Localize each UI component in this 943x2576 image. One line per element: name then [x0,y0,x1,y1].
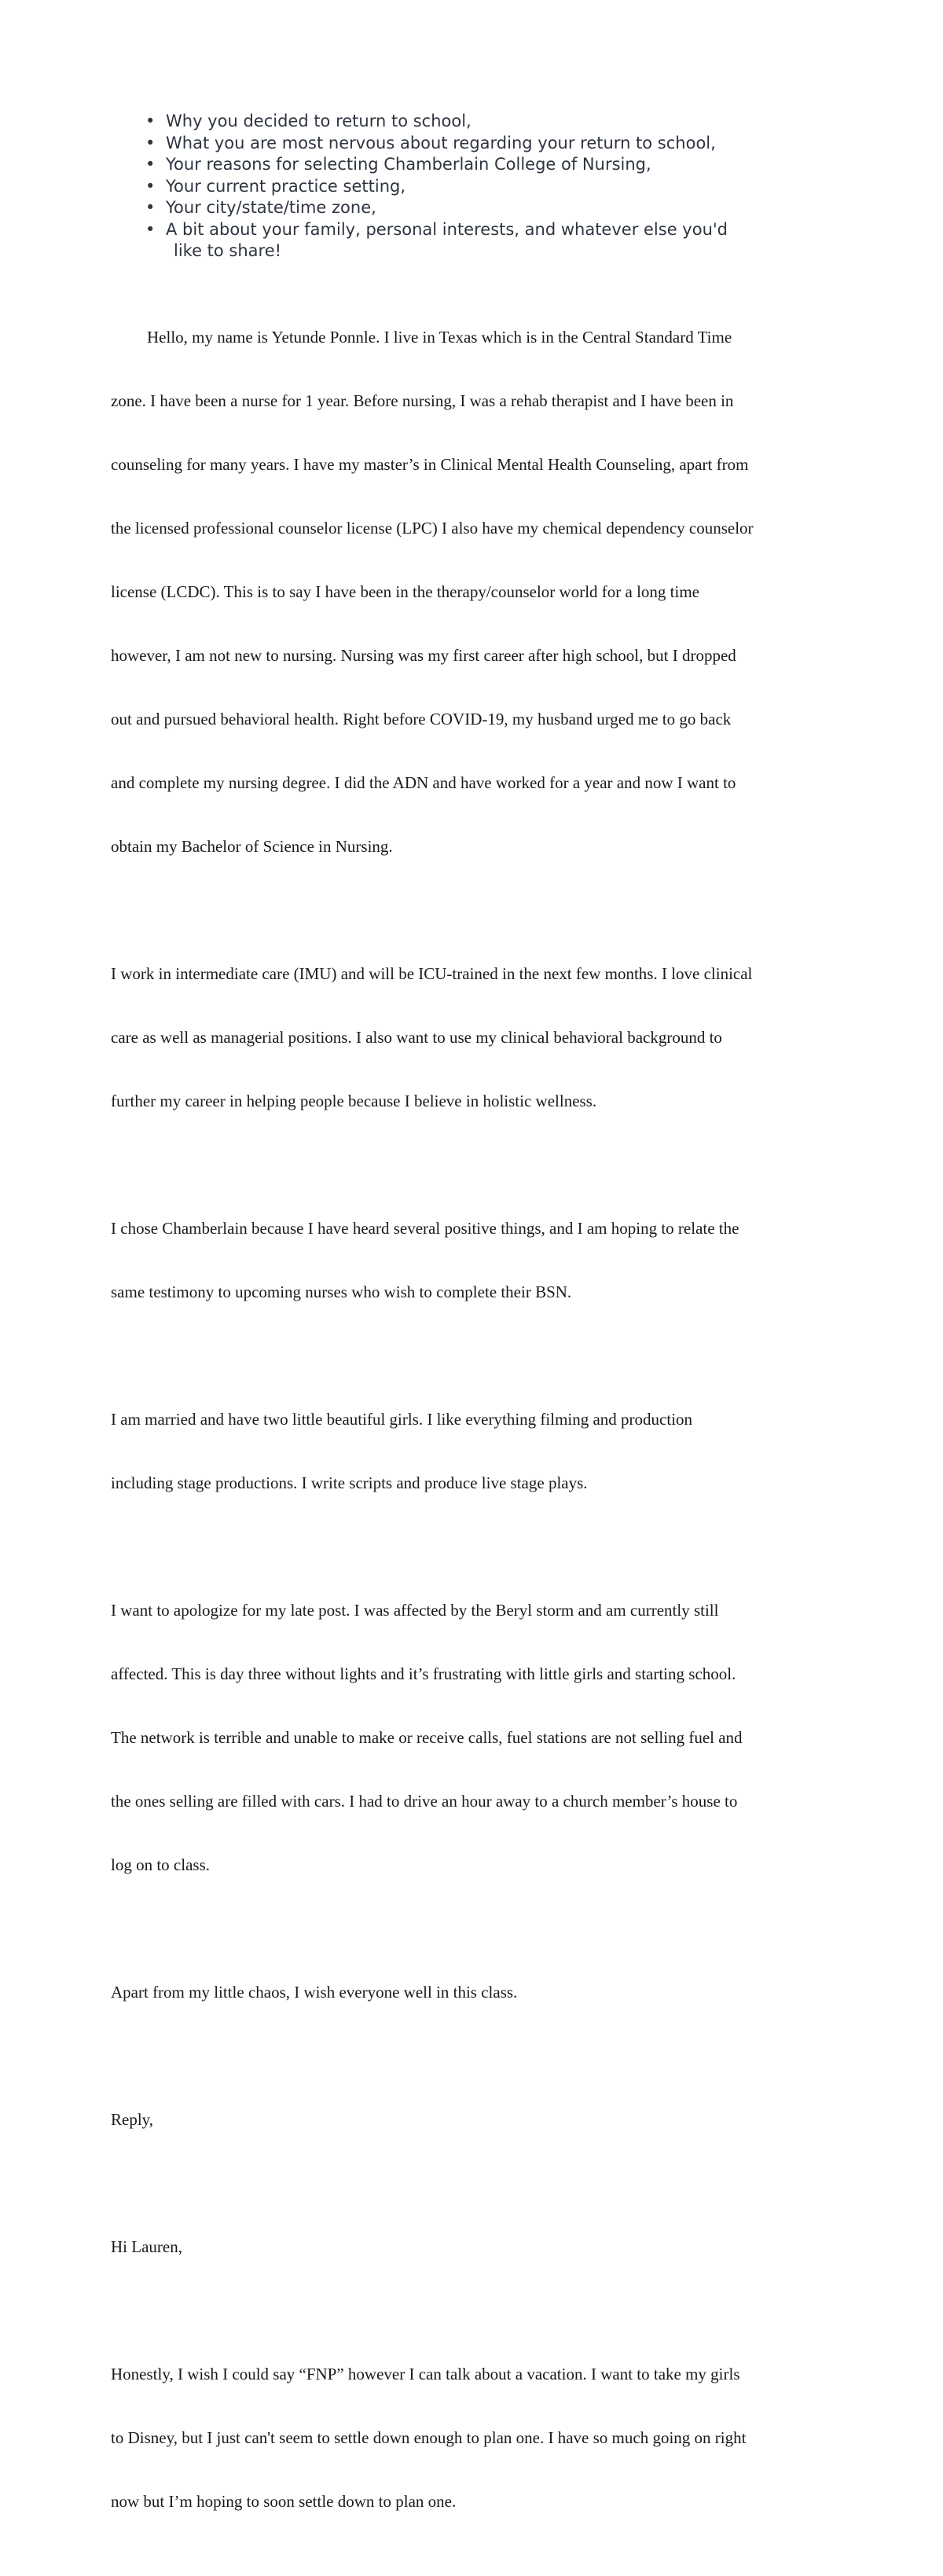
prompt-item [145,219,821,262]
text-line: the licensed professional counselor license (LPC) I also have my chemical dependency counselor [111,519,754,538]
prompt-text: What you are most nervous about regarding your return to school, [166,133,716,152]
text-line: I am married and have two little beautiful girls. I like everything filming and production [111,1410,693,1429]
prompt-list [145,111,821,262]
paragraph-practice-setting [111,921,838,1154]
text-line: now but I’m hoping to soon settle down to plan one. [111,2492,457,2511]
bullet-icon: • [145,133,156,152]
text-line: counseling for many years. I have my master’s in Clinical Mental Health Counseling, apart from [111,455,749,474]
text-line: I chose Chamberlain because I have heard several positive things, and I am hoping to relate the [111,1219,739,1238]
paragraph-greeting [111,2194,838,2300]
text-line: I want to apologize for my late post. I was affected by the Beryl storm and am currently still [111,1601,719,1620]
paragraph-school-choice [111,1176,838,1345]
bullet-icon: • [145,176,156,196]
text-line: however, I am not new to nursing. Nursing was my first career after high school, but I dropped [111,646,736,665]
text-line: zone. I have been a nurse for 1 year. Before nursing, I was a rehab therapist and I have been in [111,391,734,410]
text-line: Apart from my little chaos, I wish everyone well in this class. [111,1983,518,2002]
paragraph-family [111,1367,838,1536]
text-line: license (LCDC). This is to say I have been in the therapy/counselor world for a long time [111,582,700,601]
text-line: to Disney, but I just can't seem to settle down enough to plan one. I have so much going on right [111,2428,747,2447]
prompt-text-continuation: like to share! [174,241,282,260]
text-line: Reply, [111,2110,154,2129]
prompt-text: Your reasons for selecting Chamberlain College of Nursing, [166,155,651,174]
paragraph-closing [111,1939,838,2046]
paragraph-introduction [111,284,838,900]
bullet-icon: • [145,219,156,239]
text-line: care as well as managerial positions. I also want to use my clinical behavioral background to [111,1028,722,1047]
text-line: I work in intermediate care (IMU) and will be ICU-trained in the next few months. I love clinical [111,964,753,983]
post-body [111,284,838,2576]
text-line: out and pursued behavioral health. Right before COVID-19, my husband urged me to go back [111,710,732,728]
text-line: Hello, my name is Yetunde Ponnle. I live in Texas which is in the Central Standard Time [147,328,732,347]
prompt-item [145,133,821,155]
prompt-text: Why you decided to return to school, [166,112,472,130]
paragraph-reply-body [111,2321,838,2555]
text-line: log on to class. [111,1855,210,1874]
text-line: same testimony to upcoming nurses who wish to complete their BSN. [111,1282,572,1301]
prompt-text: Your city/state/time zone, [166,198,376,217]
text-line: The network is terrible and unable to make or receive calls, fuel stations are not selling fuel and [111,1728,743,1747]
text-line: the ones selling are filled with cars. I had to drive an hour away to a church member’s house to [111,1792,738,1811]
prompt-item [145,197,821,219]
text-line: including stage productions. I write scripts and produce live stage plays. [111,1473,588,1492]
prompt-text: A bit about your family, personal interests, and whatever else you'd [166,219,728,239]
text-line: further my career in helping people because I believe in holistic wellness. [111,1092,597,1110]
prompt-item [145,111,821,133]
paragraph-apology [111,1558,838,1918]
text-line: and complete my nursing degree. I did the ADN and have worked for a year and now I want to [111,773,736,792]
text-line: affected. This is day three without lights and it’s frustrating with little girls and starting school. [111,1664,736,1683]
prompt-item [145,154,821,176]
paragraph-reply-heading [111,2067,838,2173]
text-line: Honestly, I wish I could say “FNP” however I can talk about a vacation. I want to take my girls [111,2365,740,2383]
prompt-item [145,176,821,198]
text-line: obtain my Bachelor of Science in Nursing. [111,837,393,856]
bullet-icon: • [145,155,156,174]
bullet-icon: • [145,198,156,217]
text-line: Hi Lauren, [111,2237,182,2256]
bullet-icon: • [145,112,156,130]
prompt-text: Your current practice setting, [166,176,406,196]
